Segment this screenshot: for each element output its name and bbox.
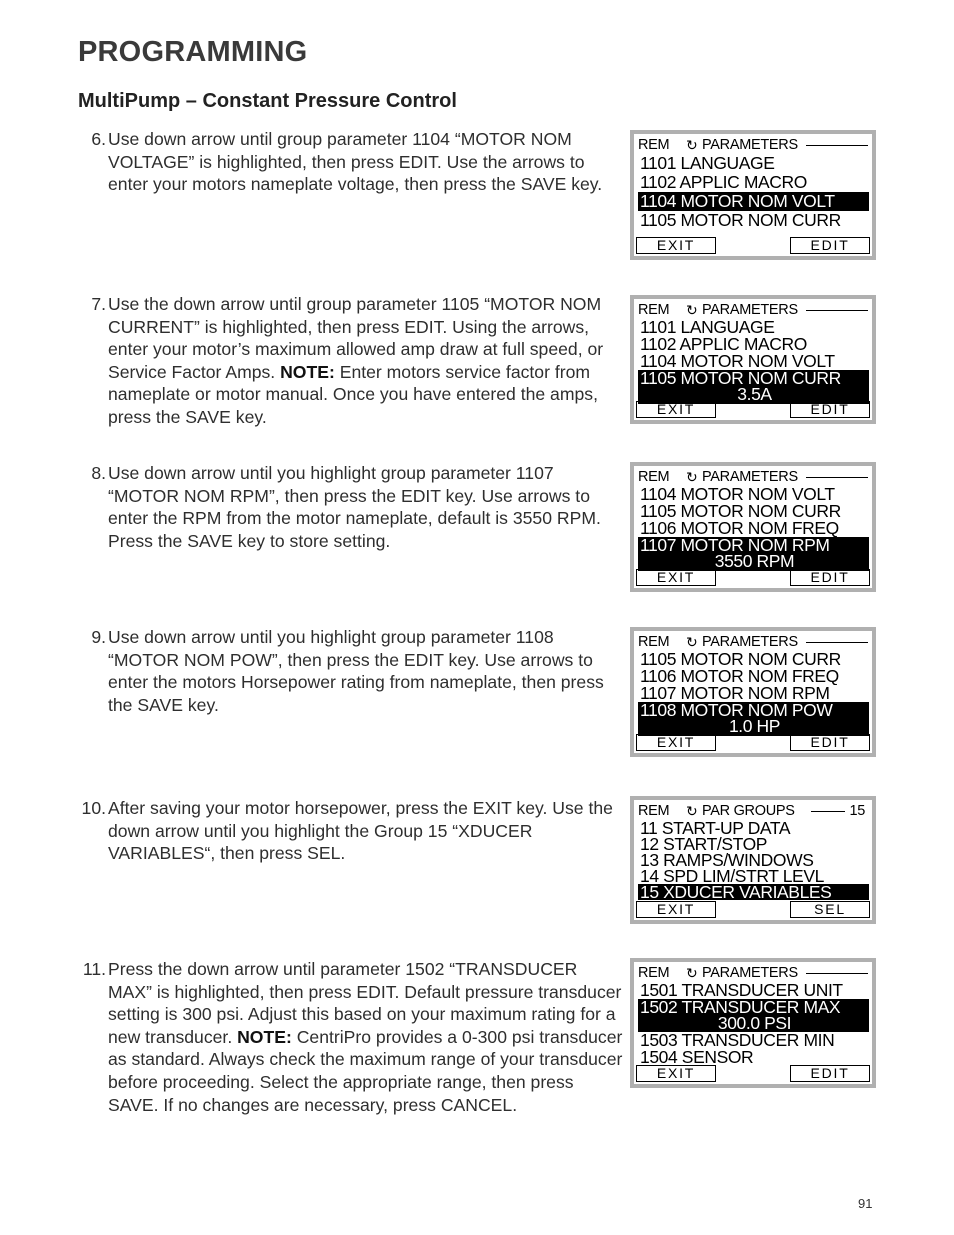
exit-softkey[interactable]: EXIT: [636, 401, 716, 418]
exit-softkey[interactable]: EXIT: [636, 1065, 716, 1082]
parameter-label: 13 RAMPS/WINDOWS: [640, 852, 814, 868]
remote-indicator: REM: [638, 302, 670, 318]
parameter-value: 300.0 PSI: [717, 1013, 792, 1032]
parameter-label: 1105 MOTOR NOM CURR: [640, 211, 841, 230]
step-number: 10.: [81, 798, 106, 818]
exit-softkey[interactable]: EXIT: [636, 237, 716, 254]
parameter-label: 11 START-UP DATA: [640, 820, 791, 836]
parameter-row[interactable]: [638, 154, 869, 173]
parameter-row[interactable]: [638, 651, 869, 668]
step-text: Use the down arrow until group parameter 1105 “MOTOR NOM CURRENT” is highlighted, then press EDIT. Using the arrows, enter your motor’s maximum allowed amp draw at full speed, or Service Factor Amps. NOTE: Enter motors service factor from nameplate or motor manual. Once you have entered the amps, press the SAVE key.: [108, 294, 604, 427]
remote-indicator: REM: [638, 803, 670, 819]
section-title: MultiPump – Constant Pressure Control: [78, 90, 457, 112]
parameter-label: 1502 TRANSDUCER MAX: [640, 999, 841, 1017]
edit-softkey[interactable]: EDIT: [790, 401, 870, 418]
refresh-icon: ↻: [686, 302, 698, 318]
parameter-label: 1105 MOTOR NOM CURR: [640, 651, 841, 668]
parameter-row[interactable]: [638, 868, 869, 884]
parameter-label: 1101 LANGUAGE: [640, 319, 775, 336]
step-number: 11.: [82, 959, 106, 979]
header-rule: [806, 145, 868, 146]
parameter-label: 1105 MOTOR NOM CURR: [640, 503, 841, 520]
parameter-label: 1108 MOTOR NOM POW: [640, 702, 833, 720]
parameter-row[interactable]: [638, 685, 869, 702]
step-text: After saving your motor horsepower, press the EXIT key. Use the down arrow until you highlight the Group 15 “XDUCER VARIABLES“, then press SEL.: [108, 798, 613, 864]
step-text: Use down arrow until you highlight group parameter 1108 “MOTOR NOM POW”, then press the EDIT key. Use arrows to enter the motors Horsepower rating from nameplate, then press the SAVE key.: [108, 627, 604, 715]
remote-indicator: REM: [638, 469, 670, 485]
group-count: 15: [849, 803, 865, 819]
parameter-row[interactable]: [638, 852, 869, 868]
exit-softkey[interactable]: EXIT: [636, 734, 716, 751]
exit-softkey[interactable]: EXIT: [636, 901, 716, 918]
parameter-row[interactable]: [638, 486, 869, 503]
parameter-row[interactable]: [638, 319, 869, 336]
exit-softkey[interactable]: EXIT: [636, 569, 716, 586]
display-title: PARAMETERS: [702, 965, 798, 981]
header-rule: [806, 310, 868, 311]
page-number: 91: [858, 1196, 873, 1211]
display-title: PAR GROUPS: [702, 803, 795, 819]
parameter-label: 1504 SENSOR: [640, 1049, 754, 1066]
parameter-label: 1102 APPLIC MACRO: [640, 336, 807, 353]
step-number: 7.: [91, 294, 106, 314]
step-item: [78, 797, 626, 865]
parameter-label: 1106 MOTOR NOM FREQ: [640, 668, 839, 685]
parameter-row-selected[interactable]: [638, 537, 869, 571]
parameter-label: 1107 MOTOR NOM RPM: [640, 685, 830, 702]
softkey-bar: [636, 1065, 870, 1082]
display-header: [638, 136, 869, 154]
remote-indicator: REM: [638, 965, 670, 981]
step-number: 9.: [91, 627, 106, 647]
display-header: [638, 633, 869, 651]
parameter-label: 14 SPD LIM/STRT LEVL: [640, 868, 824, 884]
parameter-row[interactable]: [638, 1032, 869, 1049]
edit-softkey[interactable]: EDIT: [790, 569, 870, 586]
header-rule: [806, 642, 868, 643]
display-screen: [634, 631, 872, 753]
refresh-icon: ↻: [686, 803, 698, 819]
parameter-row[interactable]: [638, 353, 869, 370]
softkey-bar: [636, 237, 870, 254]
parameter-row[interactable]: [638, 982, 869, 999]
parameter-row[interactable]: [638, 820, 869, 836]
display-title: PARAMETERS: [702, 469, 798, 485]
parameter-label: 1101 LANGUAGE: [640, 154, 775, 173]
softkey-bar: [636, 401, 870, 418]
parameter-label: 1107 MOTOR NOM RPM: [640, 537, 830, 555]
display-screen: [634, 299, 872, 420]
header-rule: [806, 477, 868, 478]
remote-indicator: REM: [638, 137, 670, 153]
parameter-row[interactable]: [638, 503, 869, 520]
edit-softkey[interactable]: EDIT: [790, 734, 870, 751]
parameter-value: 3550 RPM: [714, 551, 795, 571]
parameter-label: 1102 APPLIC MACRO: [640, 173, 807, 192]
keypad-display: [630, 295, 876, 424]
display-header: [638, 964, 869, 982]
step-item: [78, 626, 626, 716]
step-item: [78, 958, 626, 1116]
display-header: [638, 468, 869, 486]
parameter-label: 1501 TRANSDUCER UNIT: [640, 982, 843, 999]
display-screen: [634, 466, 872, 588]
header-rule: [806, 973, 868, 974]
softkey-bar: [636, 901, 870, 918]
parameter-row-selected[interactable]: [638, 884, 869, 900]
parameter-row-selected[interactable]: [638, 702, 869, 736]
step-number: 8.: [91, 463, 106, 483]
step-number: 6.: [91, 129, 106, 149]
keypad-display: [630, 958, 876, 1088]
parameter-row[interactable]: [638, 211, 869, 230]
parameter-label: 1104 MOTOR NOM VOLT: [640, 192, 835, 211]
parameter-value: 3.5A: [737, 384, 772, 404]
header-rule: [811, 811, 845, 812]
page-title: PROGRAMMING: [78, 36, 308, 68]
keypad-display: [630, 796, 876, 924]
display-header: [638, 802, 869, 820]
parameter-row[interactable]: [638, 836, 869, 852]
display-title: PARAMETERS: [702, 137, 798, 153]
keypad-display: [630, 462, 876, 592]
refresh-icon: ↻: [686, 965, 698, 981]
display-title: PARAMETERS: [702, 634, 798, 650]
parameter-label: 1104 MOTOR NOM VOLT: [640, 353, 835, 370]
parameter-label: 1104 MOTOR NOM VOLT: [640, 486, 835, 503]
display-screen: [634, 800, 872, 920]
display-screen: [634, 134, 872, 256]
softkey-bar: [636, 734, 870, 751]
parameter-label: 1503 TRANSDUCER MIN: [640, 1032, 835, 1049]
parameter-label: 15 XDUCER VARIABLES: [640, 884, 832, 900]
parameter-row[interactable]: [638, 173, 869, 192]
display-header: [638, 301, 869, 319]
parameter-row-selected[interactable]: [638, 999, 869, 1032]
step-text: Use down arrow until you highlight group parameter 1107 “MOTOR NOM RPM”, then press the EDIT key. Use arrows to enter the RPM from the motor nameplate, default is 3550 RPM. Press the SAVE key to store setting.: [108, 463, 601, 551]
parameter-row[interactable]: [638, 336, 869, 353]
keypad-display: [630, 627, 876, 757]
refresh-icon: ↻: [686, 634, 698, 650]
parameter-label: 12 START/STOP: [640, 836, 768, 852]
keypad-display: [630, 130, 876, 260]
step-item: [78, 128, 626, 196]
parameter-row[interactable]: [638, 1049, 869, 1066]
parameter-row-selected[interactable]: [638, 192, 869, 211]
step-text: Use down arrow until group parameter 1104 “MOTOR NOM VOLTAGE” is highlighted, then press EDIT. Use the arrows to enter your motors nameplate voltage, then press the SAVE key.: [108, 129, 603, 195]
edit-softkey[interactable]: EDIT: [790, 1065, 870, 1082]
parameter-value: 1.0 HP: [728, 716, 781, 736]
step-item: [78, 293, 626, 429]
parameter-row-selected[interactable]: [638, 370, 869, 404]
refresh-icon: ↻: [686, 137, 698, 153]
parameter-label: 1106 MOTOR NOM FREQ: [640, 520, 839, 537]
step-item: [78, 462, 626, 552]
sel-softkey[interactable]: SEL: [790, 901, 870, 918]
edit-softkey[interactable]: EDIT: [790, 237, 870, 254]
parameter-row[interactable]: [638, 520, 869, 537]
display-screen: [634, 962, 872, 1084]
step-text: Press the down arrow until parameter 1502 “TRANSDUCER MAX” is highlighted, then press EDIT. Default pressure transducer setting is 300 psi. Adjust this based on your maximum rating for a new transducer. NOTE: CentriPro provides a 0-300 psi transducer as standard. Always check the maximum range of your transducer before proceeding. Select the appropriate range, then press SAVE. If no changes are necessary, press CANCEL.: [108, 959, 623, 1115]
remote-indicator: REM: [638, 634, 670, 650]
softkey-bar: [636, 569, 870, 586]
parameter-label: 1105 MOTOR NOM CURR: [640, 370, 841, 388]
display-title: PARAMETERS: [702, 302, 798, 318]
refresh-icon: ↻: [686, 469, 698, 485]
parameter-row[interactable]: [638, 668, 869, 685]
